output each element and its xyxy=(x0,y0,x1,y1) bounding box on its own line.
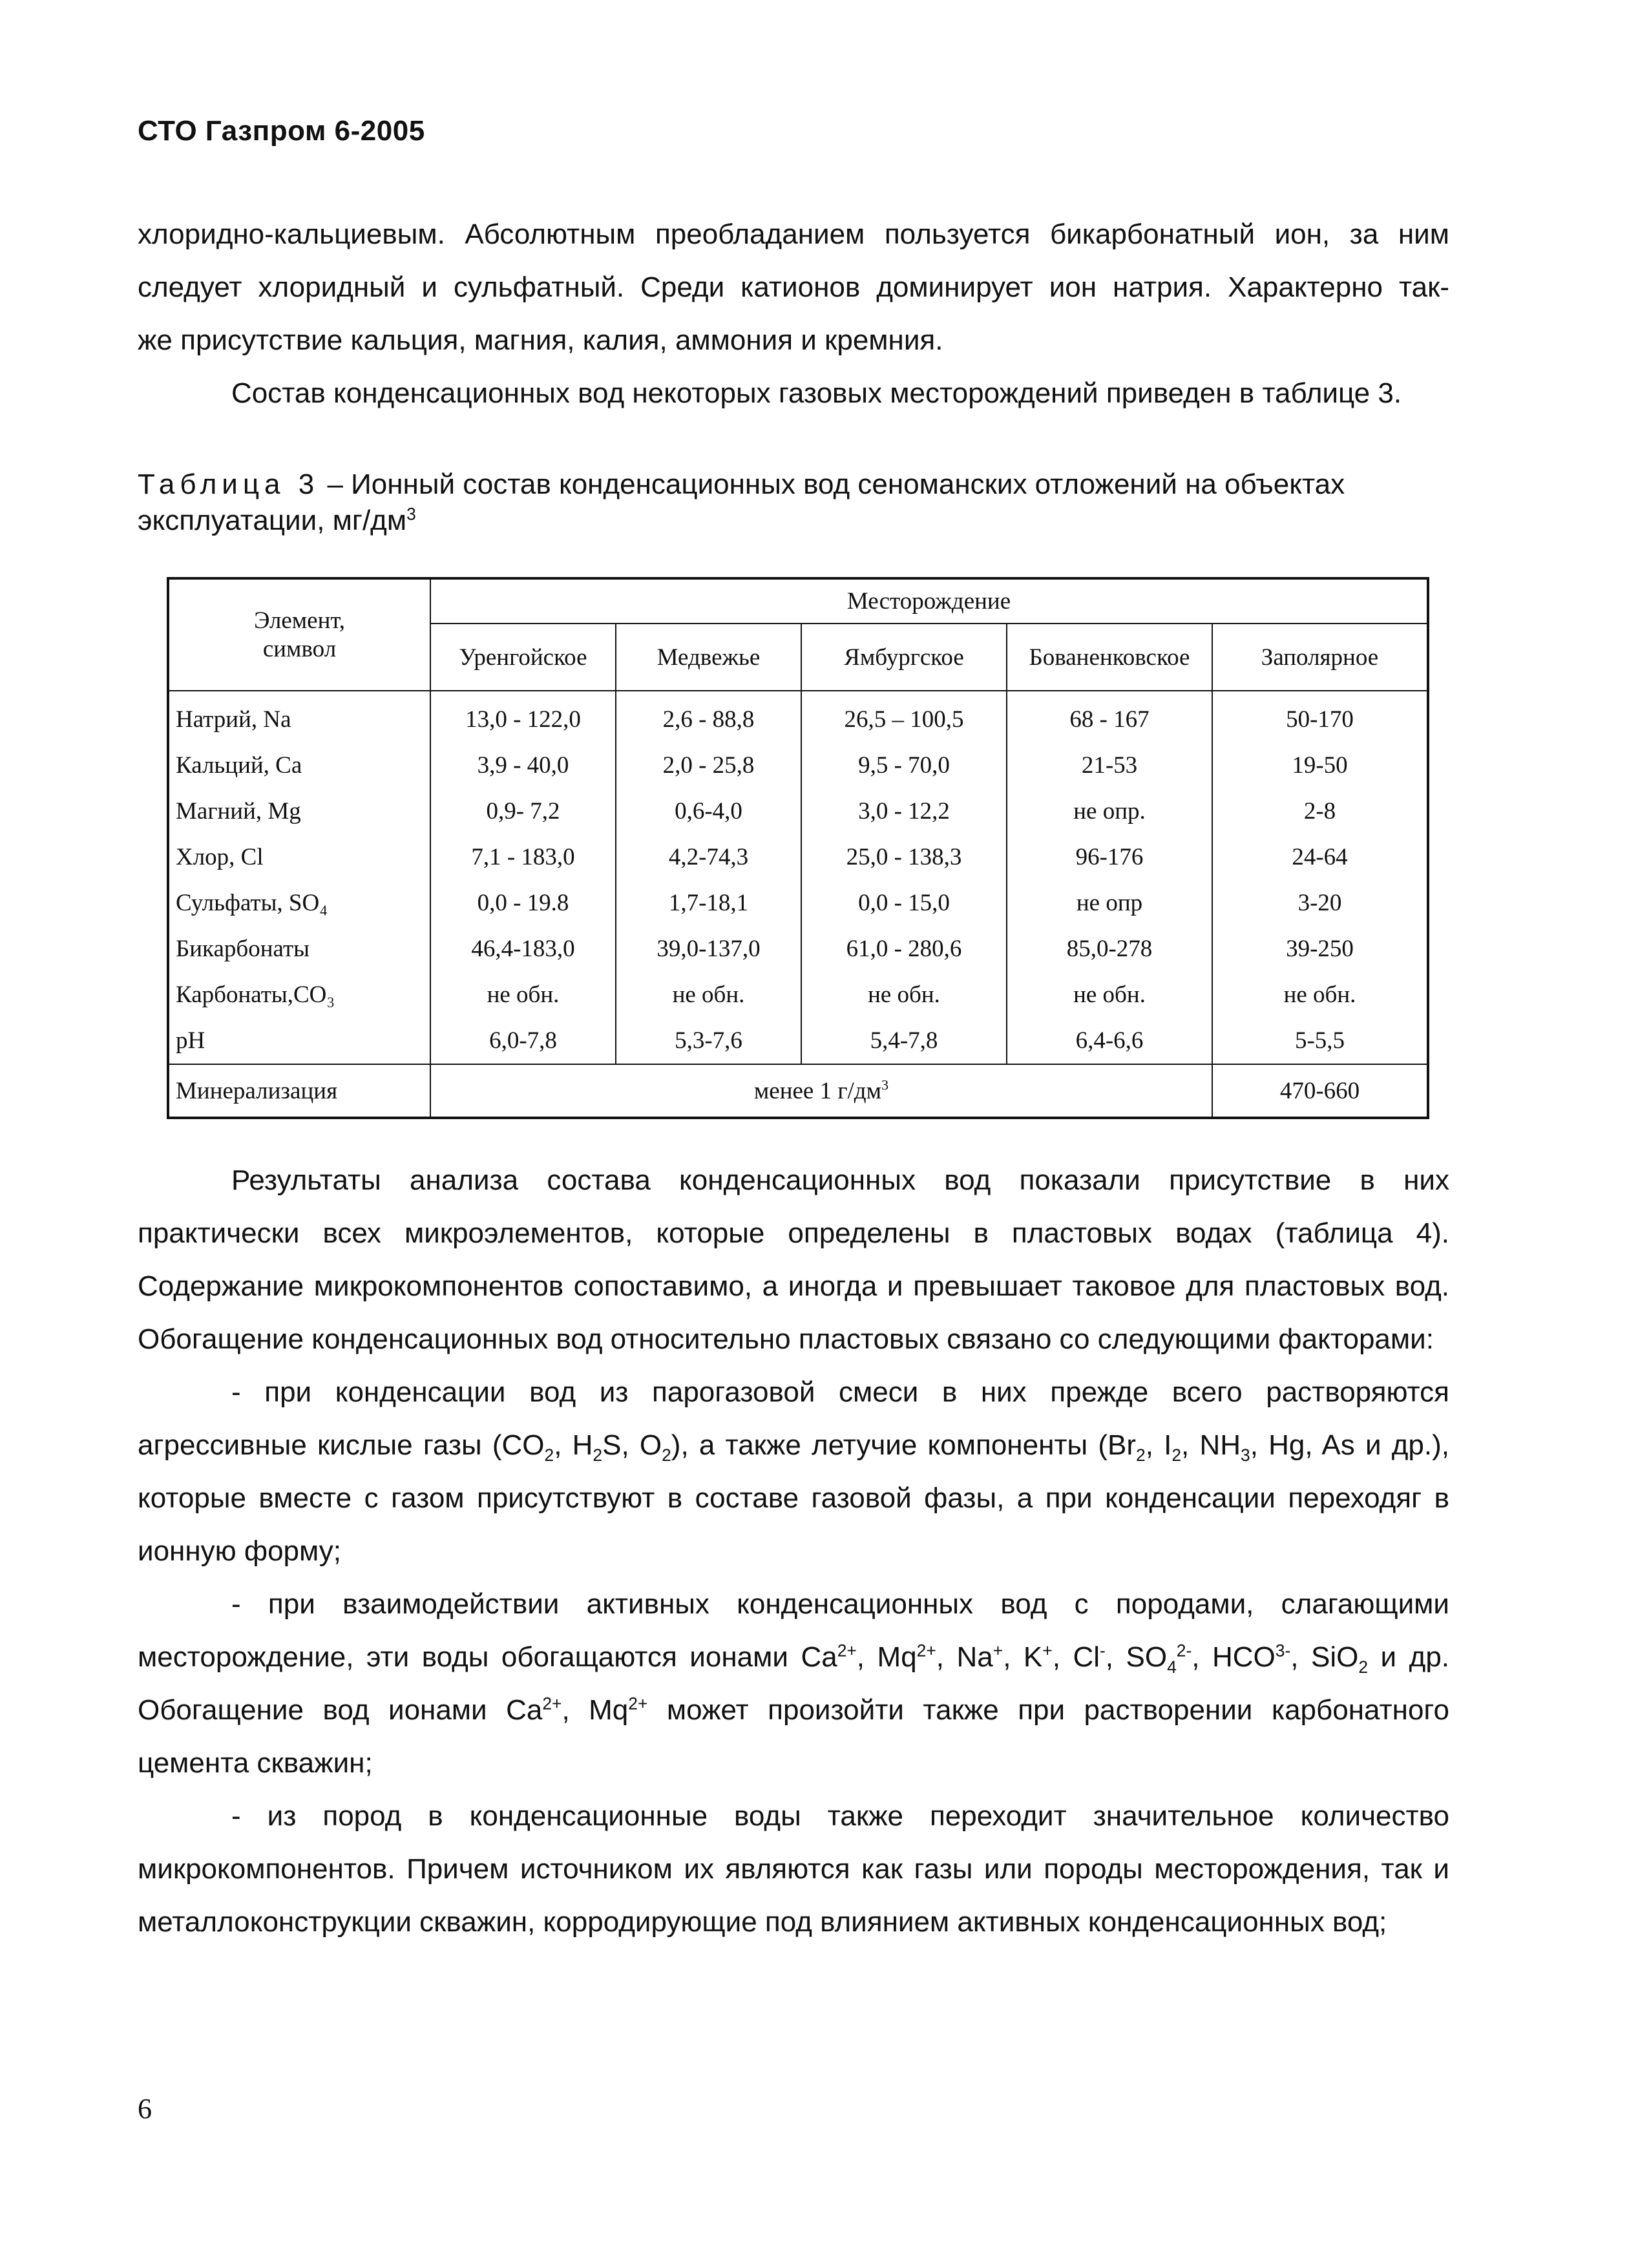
table-cell: 4,2-74,3 xyxy=(616,834,801,880)
table-cell: 0,6-4,0 xyxy=(616,788,801,834)
column-header: Уренгойское xyxy=(430,624,616,691)
table-cell: 26,5 – 100,5 xyxy=(801,691,1007,742)
mineralization-unit-sup: 3 xyxy=(881,1076,889,1093)
table-row xyxy=(168,834,1428,880)
ion-composition-table xyxy=(167,577,1429,1119)
table-cell: не обн. xyxy=(616,972,801,1018)
table-cell: не опр xyxy=(1007,880,1212,926)
intro-text xyxy=(138,208,1449,420)
table-cell: 0,0 - 19.8 xyxy=(430,880,616,926)
body-paragraph: - из пород в конденсационные воды также переходит значительное количество микрокомпонентов. Причем источником их являются как газы или породы месторождения, так и металлоконструкции скважин, корродирующие под влиянием активных конденсационных вод; xyxy=(138,1800,1449,1938)
column-header: Заполярное xyxy=(1212,624,1428,691)
table-cell: Кальций, Ca xyxy=(168,742,430,788)
table-row xyxy=(168,926,1428,972)
table-cell: 3,0 - 12,2 xyxy=(801,788,1007,834)
table-cell: Сульфаты, SO₄ xyxy=(168,880,430,926)
table-cell: 19-50 xyxy=(1212,742,1428,788)
table-cell xyxy=(430,1064,1212,1118)
table-row xyxy=(168,1018,1428,1064)
table-cell: 46,4-183,0 xyxy=(430,926,616,972)
table-cell: Карбонаты,CO₃ xyxy=(168,972,430,1018)
table-cell: 7,1 - 183,0 xyxy=(430,834,616,880)
body-paragraph: Результаты анализа состава конденсационных вод показали присутствие в них практически всех микроэлементов, которые определены в пластовых водах (таблица 4). Содержание микрокомпонентов сопоставимо, а иногда и превышает таковое для пластовых вод. Обогащение конденсационных вод относительно пластовых связано со следующими факторами: xyxy=(138,1164,1449,1355)
table-caption-label: Таблица 3 xyxy=(138,468,320,500)
column-header: Медвежье xyxy=(616,624,801,691)
intro-line: следует хлоридный и сульфатный. Среди катионов доминирует ион натрия. Характерно так- xyxy=(138,271,1449,303)
table-cell: 5,3-7,6 xyxy=(616,1018,801,1064)
table-cell: Бикарбонаты xyxy=(168,926,430,972)
table-cell: 85,0-278 xyxy=(1007,926,1212,972)
table-cell: 68 - 167 xyxy=(1007,691,1212,742)
table-cell: не обн. xyxy=(801,972,1007,1018)
intro-line: хлоридно-кальциевым. Абсолютным преобладанием пользуется бикарбонатный ион, за ним xyxy=(138,218,1449,250)
mineralization-value: менее 1 г/дм xyxy=(753,1077,882,1104)
table-cell: 61,0 - 280,6 xyxy=(801,926,1007,972)
table-cell: Натрий, Na xyxy=(168,691,430,742)
table-cell: 25,0 - 138,3 xyxy=(801,834,1007,880)
table-cell: 9,5 - 70,0 xyxy=(801,742,1007,788)
table-cell: 470-660 xyxy=(1212,1064,1428,1118)
table-cell: 0,9- 7,2 xyxy=(430,788,616,834)
table-cell: не опр. xyxy=(1007,788,1212,834)
table-cell: 3,9 - 40,0 xyxy=(430,742,616,788)
table-cell: 6,4-6,6 xyxy=(1007,1018,1212,1064)
table-cell: Минерализация xyxy=(168,1064,430,1118)
table-cell: 2-8 xyxy=(1212,788,1428,834)
body-paragraph: - при взаимодействии активных конденсационных вод с породами, слагающими месторождение, эти воды обогащаются ионами $Ca^{2+}$, $Mq^{2+}$, Na+, K+, Cl-, $SO_4^{2-}$, $HCO^{3-}$, SiO$_2$ и др. Обогащение вод ионами $Ca^{2+}$, $Mq^{2+}$ может произойти также при растворении карбонатного цемента скважин; xyxy=(138,1588,1450,1779)
mineralization-row xyxy=(168,1064,1428,1118)
element-header-line: Элемент, xyxy=(253,607,346,634)
table-cell: 5,4-7,8 xyxy=(801,1018,1007,1064)
table-cell: 6,0-7,8 xyxy=(430,1018,616,1064)
table-caption xyxy=(138,467,1449,539)
table-cell: 13,0 - 122,0 xyxy=(430,691,616,742)
table-cell: 39,0-137,0 xyxy=(616,926,801,972)
table-cell: 0,0 - 15,0 xyxy=(801,880,1007,926)
table-row xyxy=(168,742,1428,788)
body-text xyxy=(138,1154,1449,1949)
table-row xyxy=(168,788,1428,834)
table-cell: не обн. xyxy=(430,972,616,1018)
table-cell: 24-64 xyxy=(1212,834,1428,880)
column-header: Бованенковское xyxy=(1007,624,1212,691)
table-caption-unit-sup: 3 xyxy=(406,504,416,524)
table-cell: 39-250 xyxy=(1212,926,1428,972)
element-column-header xyxy=(168,578,430,691)
table-cell: 1,7-18,1 xyxy=(616,880,801,926)
intro-line: же присутствие кальция, магния, калия, аммония и кремния. xyxy=(138,324,943,356)
table-row xyxy=(168,880,1428,926)
table-cell: 3-20 xyxy=(1212,880,1428,926)
table-cell: 50-170 xyxy=(1212,691,1428,742)
column-header: Ямбургское xyxy=(801,624,1007,691)
body-paragraph: - при конденсации вод из парогазовой смеси в них прежде всего растворяются агрессивные кислые газы ($CO_2$, $H_2S$, $O_2$), а также летучие компоненты ($Br_2$, $I_2$, $NH_3$, Hg, As и др.), которые вместе с газом присутствуют в составе газовой фазы, а при конденсации переходяг в ионную форму; xyxy=(138,1376,1449,1567)
table-cell: 5-5,5 xyxy=(1212,1018,1428,1064)
table-cell: Магний, Mg xyxy=(168,788,430,834)
table-cell: pH xyxy=(168,1018,430,1064)
table-cell: не обн. xyxy=(1212,972,1428,1018)
table-cell: 2,0 - 25,8 xyxy=(616,742,801,788)
table-row xyxy=(168,691,1428,742)
page-number: 6 xyxy=(138,2093,152,2125)
table-row xyxy=(168,972,1428,1018)
element-header-line: символ xyxy=(262,635,337,662)
table-caption-text: – Ионный состав конденсационных вод сеноманских отложений на объектах эксплуатации, мг/дм xyxy=(138,468,1345,536)
table-cell: не обн. xyxy=(1007,972,1212,1018)
document-header: СТО Газпром 6-2005 xyxy=(138,115,425,147)
table-body xyxy=(168,691,1428,1064)
table-cell: 96-176 xyxy=(1007,834,1212,880)
intro-paragraph: Состав конденсационных вод некоторых газовых месторождений приведен в таблице 3. xyxy=(231,377,1402,409)
table-cell: 2,6 - 88,8 xyxy=(616,691,801,742)
table-cell: 21-53 xyxy=(1007,742,1212,788)
field-group-header: Месторождение xyxy=(430,578,1428,624)
table-cell: Хлор, Cl xyxy=(168,834,430,880)
